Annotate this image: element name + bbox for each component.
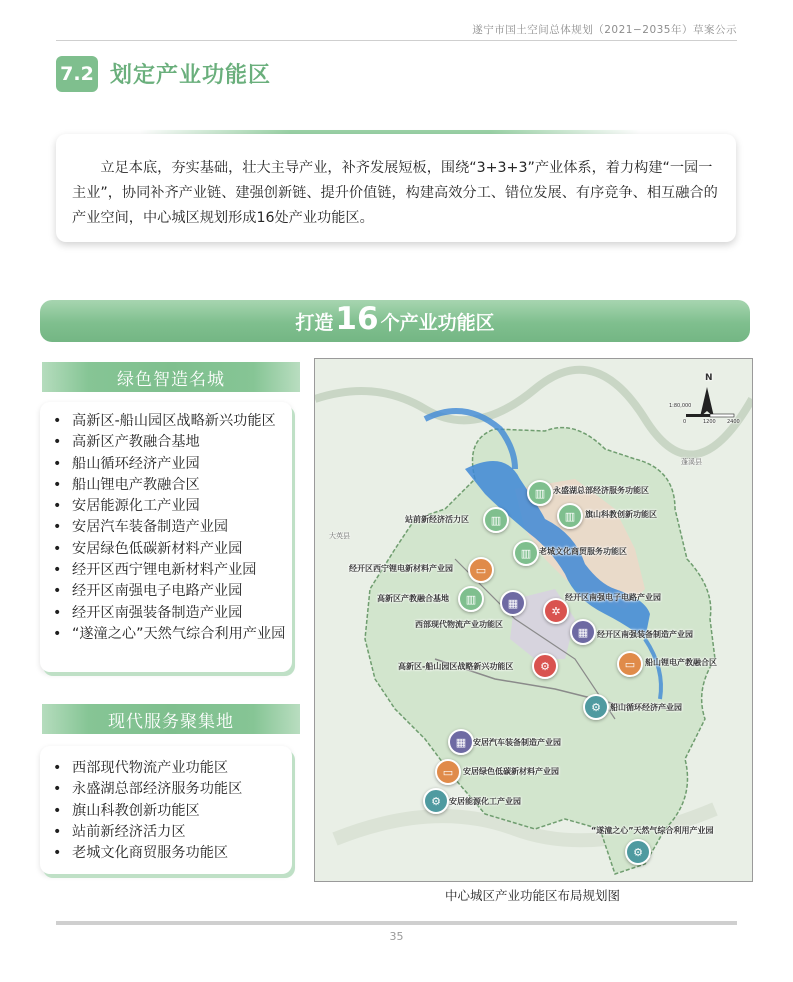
list-item: • 安居汽车装备制造产业园: [40, 517, 292, 538]
header-divider: [56, 40, 737, 41]
battery-icon: ▭: [435, 759, 461, 785]
building-icon: ▥: [483, 507, 509, 533]
scale-tick: 0: [683, 419, 687, 425]
banner-prefix: 打造: [295, 311, 334, 334]
banner-number: 16: [335, 301, 379, 337]
building-icon: ▥: [513, 540, 539, 566]
map-label: 高新区产教融合基地: [377, 594, 449, 603]
building-icon: ▥: [458, 586, 484, 612]
map-base-graphic: [315, 359, 752, 881]
map-label: 永盛湖总部经济服务功能区: [553, 486, 649, 495]
building-icon: ▥: [557, 503, 583, 529]
battery-icon: ▭: [468, 557, 494, 583]
scale-bar: [686, 414, 734, 417]
battery-icon: ▭: [617, 651, 643, 677]
category-title-green-manufacturing: 绿色智造名城: [42, 362, 300, 392]
map-label: 船山循环经济产业园: [610, 703, 682, 712]
map-label: “遂潼之心”天然气综合利用产业园: [591, 826, 714, 835]
map-label: 经开区南强装备制造产业园: [597, 630, 693, 639]
list-item: • 西部现代物流产业功能区: [40, 758, 292, 779]
page-number: 35: [389, 930, 404, 943]
factory-icon: ▦: [448, 729, 474, 755]
list-item: • 经开区南强装备制造产业园: [40, 603, 292, 624]
list-item: • 经开区南强电子电路产业园: [40, 581, 292, 602]
intro-paragraph: 立足本底，夯实基础，壮大主导产业，补齐发展短板，围绕“3+3+3”产业体系，着力构建“一园一主业”，协同补齐产业链、建强创新链、提升价值链，构建高效分工、错位发展、有序竞争、相互融合的产业空间，中心城区规划形成16处产业功能区。: [72, 160, 718, 226]
map-caption: 中心城区产业功能区布局规划图: [444, 888, 620, 903]
section-number-badge: 7.2: [56, 56, 98, 92]
list-item: • 站前新经济活力区: [40, 822, 292, 843]
list-item: • 船山循环经济产业园: [40, 454, 292, 475]
list-item: • 安居能源化工产业园: [40, 496, 292, 517]
list-item: • 老城文化商贸服务功能区: [40, 843, 292, 864]
north-label: N: [705, 373, 713, 383]
category-list: [40, 402, 292, 645]
section-title: 划定产业功能区: [110, 63, 272, 88]
category-title-modern-services: 现代服务聚集地: [42, 704, 300, 734]
map-label: 安居能源化工产业园: [449, 797, 521, 806]
gear-icon: ⚙: [532, 653, 558, 679]
list-item: • 旗山科教创新功能区: [40, 801, 292, 822]
map-label: 西部现代物流产业功能区: [415, 620, 503, 629]
list-item: • 高新区产教融合基地: [40, 432, 292, 453]
category-list: [40, 746, 292, 864]
list-item: • 高新区-船山园区战略新兴功能区: [40, 411, 292, 432]
intro-card: [56, 134, 736, 242]
map-label: 旗山科教创新功能区: [585, 510, 657, 519]
map-label: 高新区-船山园区战略新兴功能区: [398, 662, 514, 671]
map-label: 船山锂电产教融合区: [645, 658, 717, 667]
factory-icon: ▦: [570, 619, 596, 645]
map-label: 老城文化商贸服务功能区: [539, 547, 627, 556]
scale-ratio: 1:80,000: [669, 403, 692, 409]
document-header-title: 遂宁市国土空间总体规划（2021−2035年）草案公示: [472, 24, 737, 36]
gear-icon: ⚙: [625, 839, 651, 865]
gear-icon: ⚙: [423, 788, 449, 814]
list-item: • 安居绿色低碳新材料产业园: [40, 539, 292, 560]
list-item: • 船山锂电产教融合区: [40, 475, 292, 496]
category-list-card: [40, 402, 292, 672]
factory-icon: ▦: [500, 590, 526, 616]
feature-banner: [40, 300, 750, 342]
map-label: 安居汽车装备制造产业园: [473, 738, 561, 747]
place-label: 蓬溪县: [681, 458, 702, 466]
list-item: • “遂潼之心”天然气综合利用产业园: [40, 624, 292, 645]
recycle-icon: ⚙: [583, 694, 609, 720]
list-item: • 永盛湖总部经济服务功能区: [40, 779, 292, 800]
scale-tick: 1200: [703, 419, 716, 425]
footer-divider: [56, 921, 737, 925]
place-label: 大英县: [329, 532, 350, 540]
map-label: 站前新经济活力区: [405, 515, 469, 524]
category-list-card: [40, 746, 292, 874]
banner-suffix: 个产业功能区: [380, 311, 495, 334]
planning-map: [314, 358, 753, 882]
building-icon: ▥: [527, 480, 553, 506]
map-label: 安居绿色低碳新材料产业园: [463, 767, 559, 776]
chip-icon: ✲: [543, 598, 569, 624]
map-label: 经开区西宁锂电新材料产业园: [349, 564, 453, 573]
map-label: 经开区南强电子电路产业园: [565, 593, 661, 602]
scale-tick: 2400: [727, 419, 740, 425]
list-item: • 经开区西宁锂电新材料产业园: [40, 560, 292, 581]
